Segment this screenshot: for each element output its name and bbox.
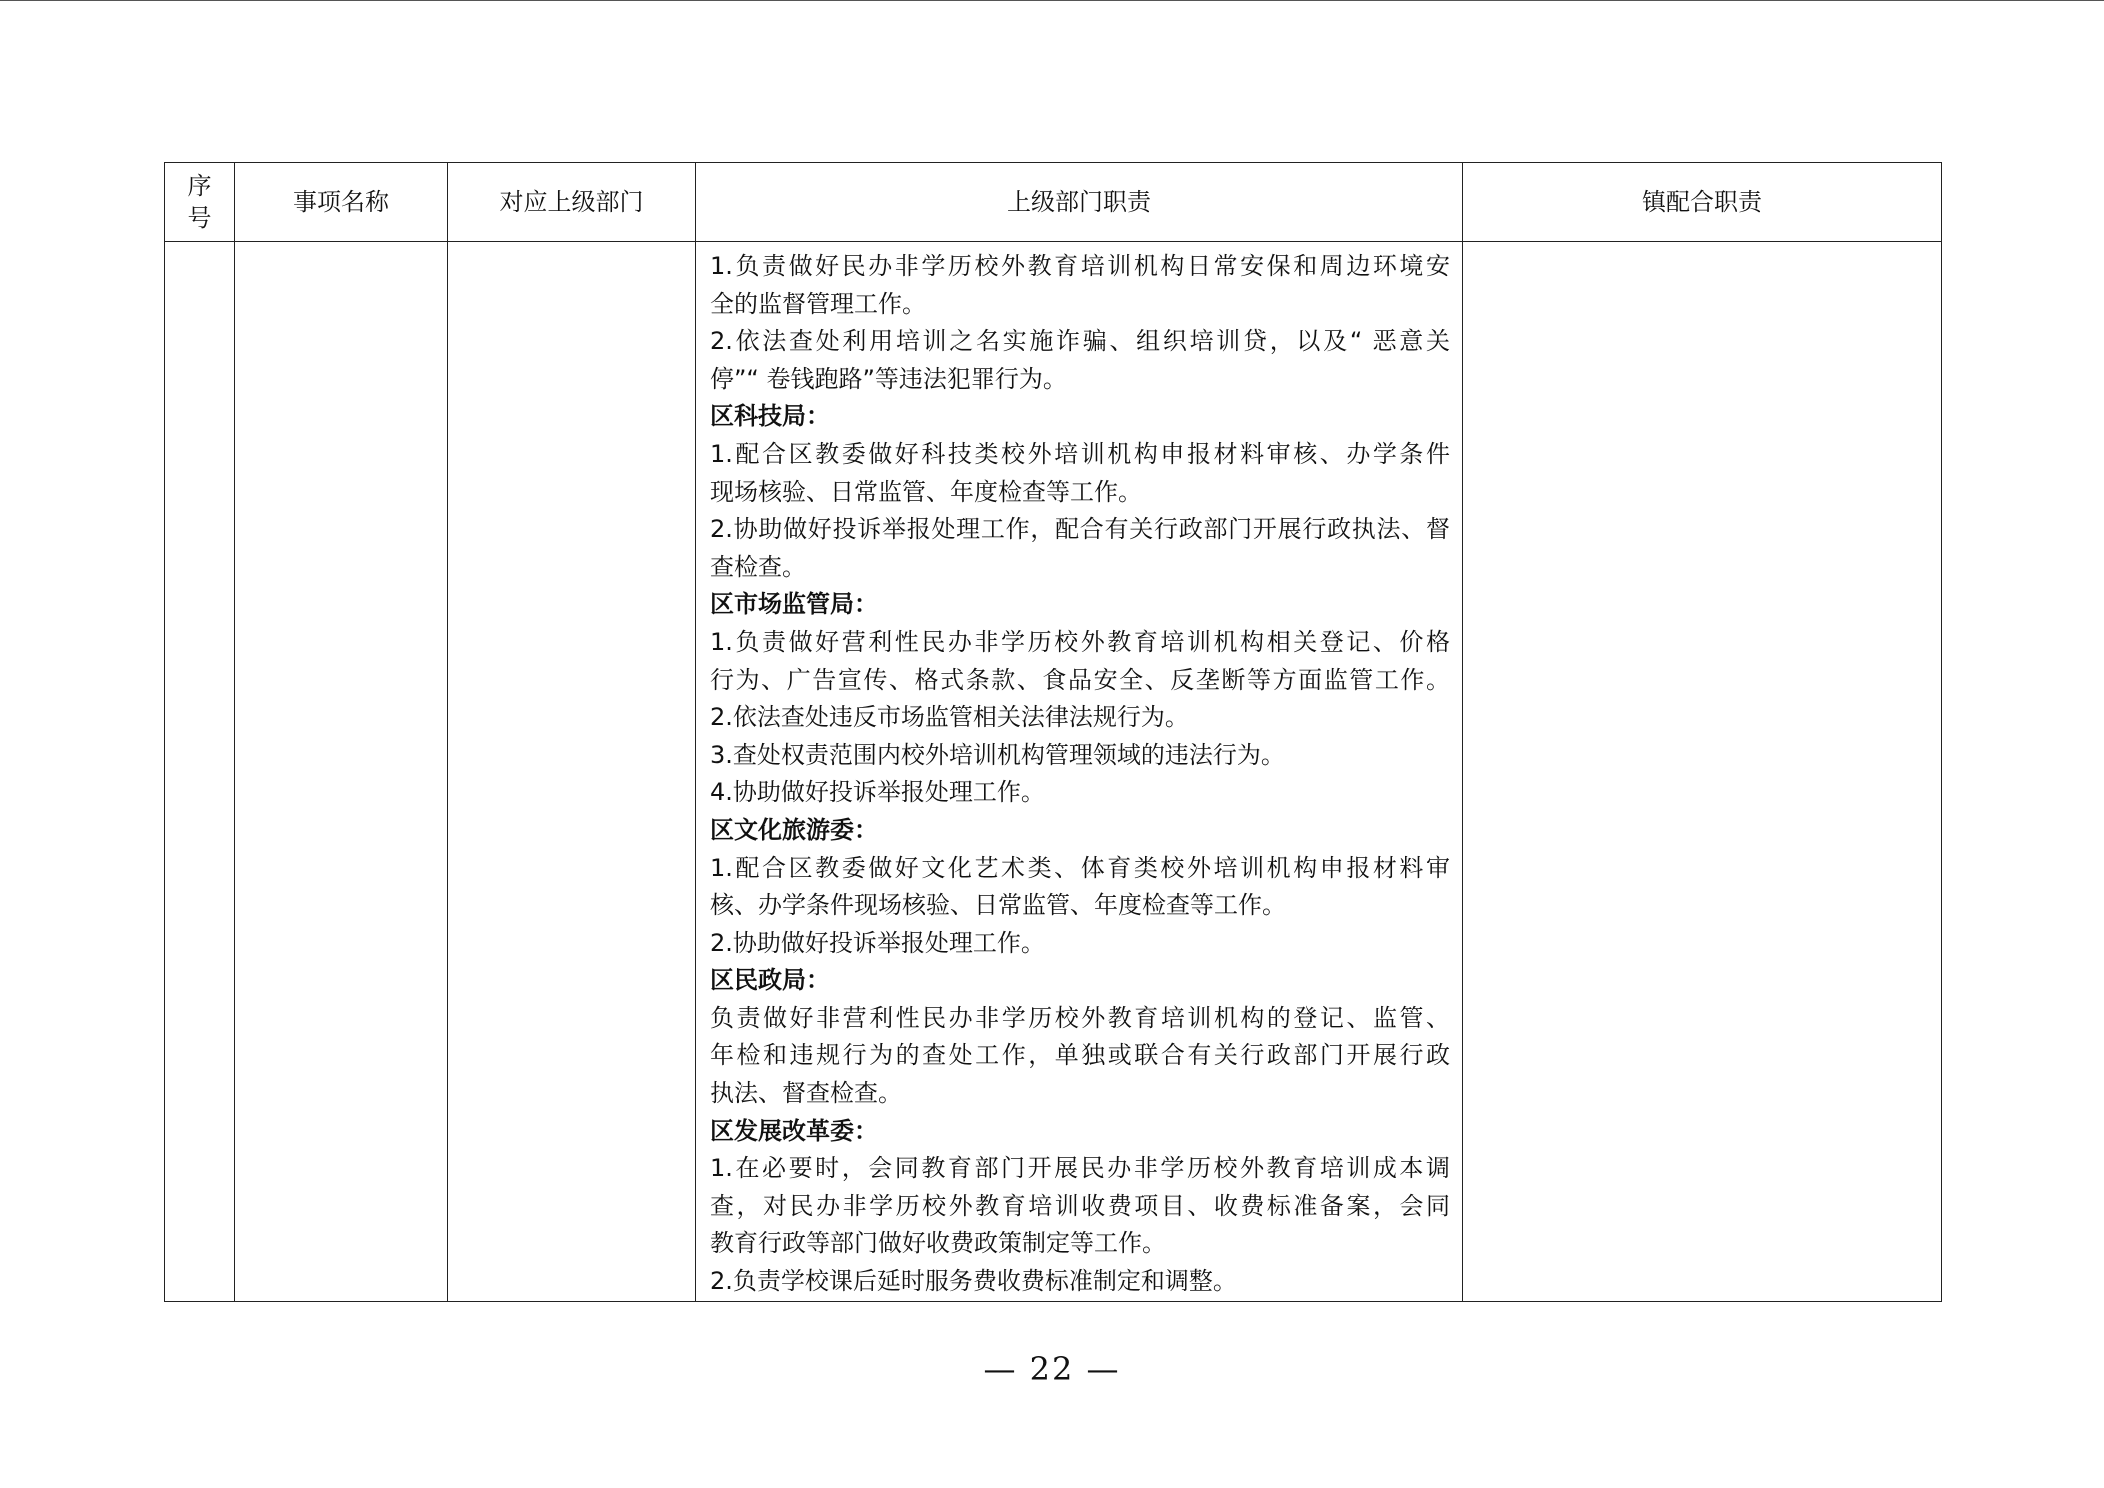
duties-table xyxy=(164,162,1942,1302)
page-number: — 22 — xyxy=(983,1350,1121,1388)
table-header-row xyxy=(165,163,1942,242)
duty-line: 年检和违规行为的查处工作，单独或联合有关行政部门开展行政 xyxy=(710,1041,1450,1070)
department-heading: 区民政局： xyxy=(710,966,830,995)
duty-line: 1.负责做好营利性民办非学历校外教育培训机构相关登记、价格 xyxy=(710,627,1450,656)
table-row xyxy=(165,242,1942,1302)
duty-line: 全的监督管理工作。 xyxy=(710,289,926,318)
duty-line: 2.协助做好投诉举报处理工作，配合有关行政部门开展行政执法、督 xyxy=(710,515,1450,544)
duty-line: 查，对民办非学历校外教育培训收费项目、收费标准备案，会同 xyxy=(710,1191,1450,1220)
department-heading: 区科技局： xyxy=(710,402,830,431)
duty-line: 核、办学条件现场核验、日常监管、年度检查等工作。 xyxy=(710,891,1286,920)
duty-line: 1.负责做好民办非学历校外教育培训机构日常安保和周边环境安 xyxy=(710,252,1450,280)
duty-line: 行为、广告宣传、格式条款、食品安全、反垄断等方面监管工作。 xyxy=(710,665,1450,694)
department-heading: 区文化旅游委： xyxy=(710,815,878,844)
header-index xyxy=(165,163,235,242)
department-heading: 区市场监管局： xyxy=(710,590,878,619)
header-upper-department: 对应上级部门 xyxy=(448,163,696,242)
duty-line: 2.依法查处利用培训之名实施诈骗、组织培训贷，以及“ 恶意关 xyxy=(710,327,1450,356)
duty-line: 1.配合区教委做好文化艺术类、体育类校外培训机构申报材料审 xyxy=(710,853,1450,882)
department-heading: 区发展改革委： xyxy=(710,1116,878,1145)
duty-line: 停”“ 卷钱跑路”等违法犯罪行为。 xyxy=(710,364,1067,393)
cell-upper-department xyxy=(448,242,696,1302)
duty-line: 1.在必要时，会同教育部门开展民办非学历校外教育培训成本调 xyxy=(710,1154,1450,1183)
duty-line: 2.依法查处违反市场监管相关法律法规行为。 xyxy=(710,703,1189,732)
upper-duties-text xyxy=(696,242,1462,1301)
duty-line: 2.负责学校课后延时服务费收费标准制定和调整。 xyxy=(710,1267,1237,1296)
duty-line: 查检查。 xyxy=(710,552,806,581)
duty-line: 3.查处权责范围内校外培训机构管理领域的违法行为。 xyxy=(710,740,1285,769)
header-upper-duties: 上级部门职责 xyxy=(696,163,1463,242)
header-item-name: 事项名称 xyxy=(235,163,448,242)
duty-line: 教育行政等部门做好收费政策制定等工作。 xyxy=(710,1229,1166,1258)
cell-item-name xyxy=(235,242,448,1302)
duty-line: 负责做好非营利性民办非学历校外教育培训机构的登记、监管、 xyxy=(710,1003,1450,1032)
duty-line: 2.协助做好投诉举报处理工作。 xyxy=(710,928,1045,957)
duty-line: 现场核验、日常监管、年度检查等工作。 xyxy=(710,477,1142,506)
cell-town-duties xyxy=(1463,242,1942,1302)
header-index-label: 序号 xyxy=(187,172,212,232)
cell-index xyxy=(165,242,235,1302)
header-town-duties: 镇配合职责 xyxy=(1463,163,1942,242)
top-border-line xyxy=(0,0,2104,1)
duty-line: 1.配合区教委做好科技类校外培训机构申报材料审核、办学条件 xyxy=(710,439,1450,468)
duty-line: 4.协助做好投诉举报处理工作。 xyxy=(710,778,1045,807)
cell-upper-duties xyxy=(696,242,1463,1302)
duty-line: 执法、督查检查。 xyxy=(710,1079,902,1108)
